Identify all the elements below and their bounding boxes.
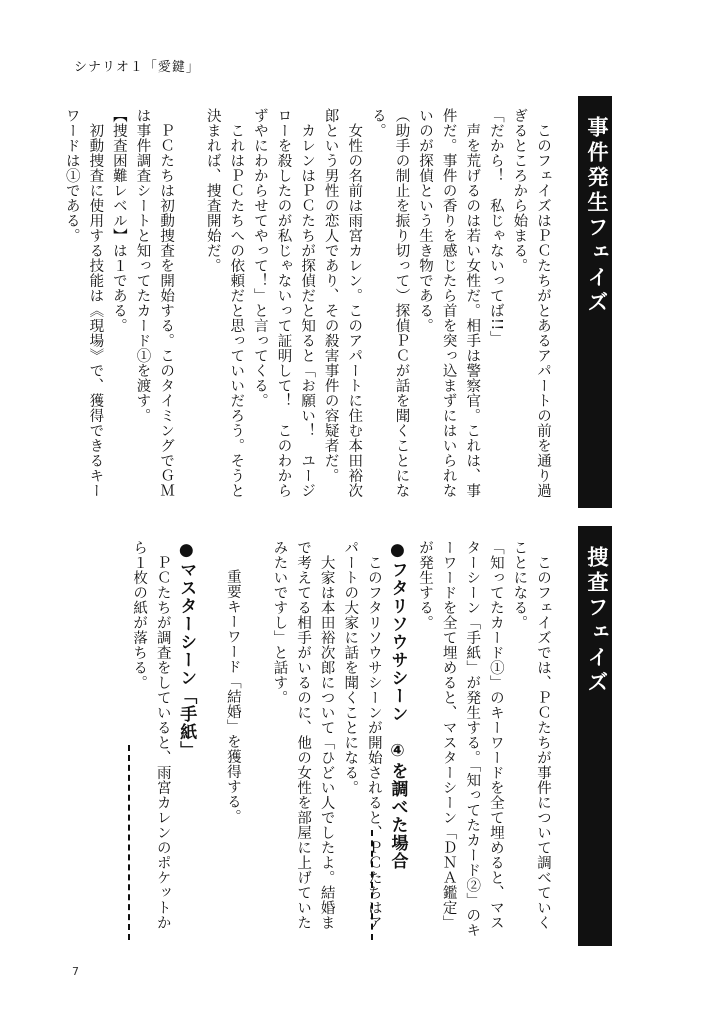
section-heading-investigation xyxy=(578,526,612,946)
paragraph: これはＰＣたちへの依頼だと思っていいだろう。そうと決まれば、捜査開始だ。 xyxy=(204,108,245,498)
paragraph: （助手の制止を振り切って）探偵ＰＣが話を聞くことになる。 xyxy=(369,108,410,498)
paragraph: ＰＣたちは初動捜査を開始する。このタイミングでＧＭは事件調査シートと知ってたカード①を渡す。 xyxy=(134,108,175,498)
section-heading-investigation-text: 捜査フェイズ xyxy=(585,546,609,696)
paragraph: 「だから！ 私じゃないってば!!」 xyxy=(487,108,504,346)
subheading-master-scene: ●マスターシーン「手紙」 xyxy=(176,540,197,759)
paragraph: ＰＣたちが調査をしていると、雨宮カレンのポケットから１枚の紙が落ちる。 xyxy=(131,540,171,930)
subheading-rule xyxy=(128,745,130,940)
paragraph: このフタリソウサシーンが開始されると、ＰＣたちはアパートの大家に話を聞くことになる。 xyxy=(342,540,382,930)
page-header: シナリオ１「愛鍵」 xyxy=(74,60,200,75)
paragraph: 初動捜査に使用する技能は《現場》で、獲得できるキーワードは①である。 xyxy=(63,108,104,498)
important-keyword: 重要キーワード「結婚」を獲得する。 xyxy=(224,569,241,824)
incident-body xyxy=(64,108,554,508)
investigation-body xyxy=(64,540,554,940)
subheading-rule xyxy=(371,830,373,940)
paragraph: 女性の名前は雨宮カレン。このアパートに住む本田裕次郎という男性の恋人であり、その殺害事件の容疑者だ。 xyxy=(322,108,363,498)
paragraph: カレンはＰＣたちが探偵だと知ると「お願い！ ユージローを殺したのが私じゃないって証明して！ このわからずやにわからせてやって！」と言ってくる。 xyxy=(251,108,316,498)
section-heading-incident-text: 事件発生フェイズ xyxy=(585,116,609,316)
section-heading-incident xyxy=(578,96,612,508)
paragraph: 【捜査困難レベル】は１である。 xyxy=(110,108,127,333)
paragraph: 大家は本田裕次郎について「ひどい人でしたよ。結婚まで考えてる相手がいるのに、他の女性を部屋に上げていたみたいですし」と話す。 xyxy=(271,540,335,930)
page-number: 7 xyxy=(72,965,79,978)
paragraph: 「知ってたカード①」のキーワードを全て埋めると、マスターシーン「手紙」が発生する。「知ってたカード②」のキーワードを全て埋めると、マスターシーン「ＤＮＡ鑑定」が発生する。 xyxy=(417,540,504,938)
paragraph: このフェイズでは、ＰＣたちが事件について調べていくことになる。 xyxy=(511,540,551,930)
paragraph: このフェイズはＰＣたちがとあるアパートの前を通り過ぎるところから始まる。 xyxy=(511,108,551,498)
subheading-futari-sousa: ●フタリソウサシーン ④を調べた場合 xyxy=(387,540,408,870)
paragraph: 声を荒げるのは若い女性だ。相手は警察官。これは、事件だ。事件の香りを感じたら首を突っ込まずにはいられないのが探偵という生き物である。 xyxy=(417,108,481,498)
